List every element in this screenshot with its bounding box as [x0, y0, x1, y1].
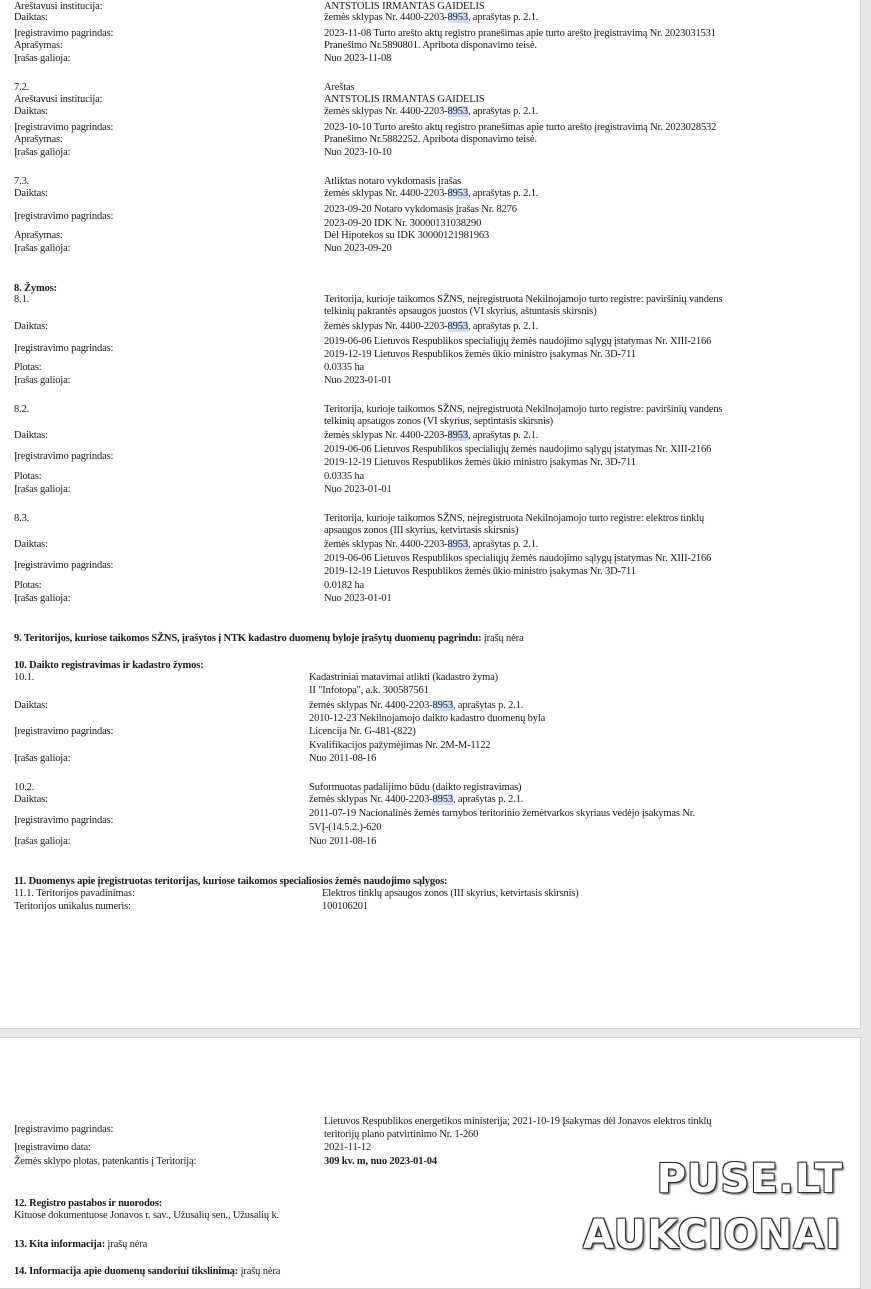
field-value: 0.0182 ha	[324, 580, 365, 591]
field-label	[14, 580, 42, 591]
field-value: 2019-12-19 Lietuvos Respublikos žemės ūkio ministro įsakymas Nr. 3D-711	[324, 566, 636, 577]
field-value: 2019-06-06 Lietuvos Respublikos specialiųjų žemės naudojimo sąlygų įstatymas Nr. XIII-2166	[324, 553, 712, 564]
field-value: apsaugos zonos (III skyrius, ketvirtasis skirsnis)	[324, 525, 519, 536]
label-text: Žemės sklypo plotas, patenkantis į Teritoriją:	[14, 1156, 197, 1167]
field-value: žemės sklypas Nr. 4400-2203-8953, aprašytas p. 2.1.	[324, 106, 539, 117]
label-text: Teritorijos unikalus numeris:	[14, 901, 131, 912]
field-value: Teritorija, kurioje taikomos SŽNS, neįregistruota Nekilnojamojo turto registre: paviršinių vandens	[324, 404, 723, 415]
label-text: Daiktas:	[14, 430, 48, 441]
field-label	[14, 404, 29, 415]
field-value: 2019-12-19 Lietuvos Respublikos žemės ūkio ministro įsakymas Nr. 3D-711	[324, 349, 636, 360]
label-text: 8. Žymos:	[14, 283, 57, 294]
field-label	[14, 901, 131, 912]
field-label	[14, 888, 135, 899]
field-value: Licencija Nr. G-481-(822)	[309, 726, 416, 737]
label-text: 8.3.	[14, 513, 30, 524]
field-label	[14, 106, 48, 117]
field-label	[14, 243, 70, 254]
field-value: Nuo 2023-11-08	[324, 53, 392, 64]
field-label	[14, 1210, 279, 1221]
label-text: Įregistravimo data:	[14, 1142, 91, 1153]
field-label	[14, 1142, 91, 1153]
label-text: 12. Registro pastabos ir nuorodos:	[14, 1198, 163, 1209]
field-label	[14, 53, 70, 64]
field-value: 2010-12-23 Nekilnojamojo daikto kadastro duomenų byla	[309, 713, 546, 724]
label-text: Aprašymas:	[14, 40, 63, 51]
field-value: ANTSTOLIS IRMANTAS GAIDELIS	[324, 94, 485, 105]
field-label	[14, 343, 113, 354]
field-label	[14, 513, 29, 524]
label-text: Įregistravimo pagrindas:	[14, 343, 114, 354]
field-label	[14, 593, 70, 604]
label-text: Įrašas galioja:	[14, 375, 71, 386]
field-label	[14, 1, 102, 12]
label-text: 10.2.	[14, 782, 35, 793]
field-label	[14, 484, 70, 495]
label-text: 7.2.	[14, 82, 30, 93]
field-label	[14, 1266, 280, 1277]
search-highlight: 8953	[447, 12, 468, 23]
label-text: 10. Daikto registravimas ir kadastro žymos:	[14, 660, 204, 671]
field-label	[14, 1124, 113, 1135]
label-text: Įrašas galioja:	[14, 753, 71, 764]
label-text: Daiktas:	[14, 700, 48, 711]
field-label	[14, 815, 113, 826]
field-value: Suformuotas padalijimo būdu (daikto registravimas)	[309, 782, 522, 793]
field-label	[14, 672, 34, 683]
field-label	[14, 836, 70, 847]
label-text: 10.1.	[14, 672, 35, 683]
field-label	[14, 294, 29, 305]
field-label	[14, 1156, 196, 1167]
field-value: Pranešimo Nr.5882252. Apribota disponavimo teisė.	[324, 134, 537, 145]
field-value: žemės sklypas Nr. 4400-2203-8953, aprašytas p. 2.1.	[324, 430, 539, 441]
label-text: Įrašas galioja:	[14, 147, 71, 158]
field-value: II "Infotopa", a.k. 300587561	[309, 685, 429, 696]
label-text: Aprašymas:	[14, 134, 63, 145]
label-text: 8.1.	[14, 294, 30, 305]
label-text: 9. Teritorijos, kuriose taikomos SŽNS, įrašytos į NTK kadastro duomenų byloje įrašytų duomenų pagrindu:	[14, 633, 482, 644]
search-highlight: 8953	[447, 321, 468, 332]
field-label	[14, 451, 113, 462]
label-text: Įrašas galioja:	[14, 836, 71, 847]
label-text: Įregistravimo pagrindas:	[14, 211, 114, 222]
field-label	[14, 134, 63, 145]
field-value: 2023-09-20 IDK Nr. 30000131038290	[324, 218, 482, 229]
label-tail: įrašų nėra	[105, 1239, 148, 1250]
field-value: telkinių pakrantės apsaugos juostos (VI skyrius, aštuntasis skirsnis)	[324, 306, 597, 317]
label-text: Kituose dokumentuose Jonavos r. sav., Užusalių sen., Užusalių k.	[14, 1210, 280, 1221]
field-value: 2019-06-06 Lietuvos Respublikos specialiųjų žemės naudojimo sąlygų įstatymas Nr. XIII-2166	[324, 336, 712, 347]
field-value: 2011-07-19 Nacionalinės žemės tarnybos teritorinio žemėtvarkos skyriaus vedėjo įsakymas Nr.	[309, 808, 696, 819]
field-value: žemės sklypas Nr. 4400-2203-8953, aprašytas p. 2.1.	[324, 12, 539, 23]
field-value: 0.0335 ha	[324, 362, 365, 373]
label-text: Plotas:	[14, 580, 42, 591]
field-label	[14, 122, 113, 133]
field-label	[14, 700, 48, 711]
field-label	[14, 782, 34, 793]
label-text: Daiktas:	[14, 106, 48, 117]
field-value: 2021-11-12	[324, 1142, 372, 1153]
field-label	[14, 176, 29, 187]
field-value: žemės sklypas Nr. 4400-2203-8953, aprašytas p. 2.1.	[324, 321, 539, 332]
field-label	[14, 471, 42, 482]
field-value: žemės sklypas Nr. 4400-2203-8953, aprašytas p. 2.1.	[309, 700, 524, 711]
field-value: Nuo 2023-01-01	[324, 375, 392, 386]
label-text: Įregistravimo pagrindas:	[14, 815, 114, 826]
field-label	[14, 633, 524, 644]
search-highlight: 8953	[432, 700, 453, 711]
search-highlight: 8953	[447, 430, 468, 441]
field-value: Kadastriniai matavimai atlikti (kadastro žyma)	[309, 672, 499, 683]
label-text: 11.1. Teritorijos pavadinimas:	[14, 888, 135, 899]
search-highlight: 8953	[447, 188, 468, 199]
field-value: Nuo 2023-09-20	[324, 243, 392, 254]
label-text: Įregistravimo pagrindas:	[14, 726, 114, 737]
label-text: Daiktas:	[14, 188, 48, 199]
field-label	[14, 28, 113, 39]
field-label	[14, 726, 113, 737]
field-value: Nuo 2023-10-10	[324, 147, 392, 158]
field-value: žemės sklypas Nr. 4400-2203-8953, aprašytas p. 2.1.	[324, 188, 539, 199]
field-value: Teritorija, kurioje taikomos SŽNS, neįregistruota Nekilnojamojo turto registre: elektros tinklų	[324, 513, 705, 524]
label-text: Įregistravimo pagrindas:	[14, 451, 114, 462]
field-label	[14, 1239, 147, 1250]
label-text: Daiktas:	[14, 12, 48, 23]
label-text: Aprašymas:	[14, 230, 63, 241]
field-label	[14, 539, 48, 550]
label-text: Įregistravimo pagrindas:	[14, 122, 114, 133]
field-value: Lietuvos Respublikos energetikos ministerija; 2021-10-19 Įsakymas dėl Jonavos elektros tinklų	[324, 1116, 712, 1127]
label-text: 8.2.	[14, 404, 30, 415]
field-label	[14, 230, 63, 241]
label-text: Plotas:	[14, 362, 42, 373]
field-label	[14, 211, 113, 222]
field-value: žemės sklypas Nr. 4400-2203-8953, aprašytas p. 2.1.	[309, 794, 524, 805]
field-value: Teritorija, kurioje taikomos SŽNS, neįregistruota Nekilnojamojo turto registre: paviršinių vandens	[324, 294, 723, 305]
field-value: Atliktas notaro vykdomasis įrašas	[324, 176, 462, 187]
field-label	[14, 147, 70, 158]
field-label	[14, 82, 29, 93]
label-text: Daiktas:	[14, 321, 48, 332]
field-label	[14, 560, 113, 571]
label-tail: įrašų nėra	[481, 633, 524, 644]
label-text: Įrašas galioja:	[14, 484, 71, 495]
field-value: 100106201	[322, 901, 368, 912]
field-label	[14, 375, 70, 386]
watermark-line-1: PUSE.LT	[656, 1156, 843, 1202]
field-label	[14, 1198, 162, 1209]
field-value: 309 kv. m, nuo 2023-01-04	[324, 1156, 437, 1167]
label-text: Plotas:	[14, 471, 42, 482]
field-label	[14, 794, 48, 805]
field-label	[14, 876, 447, 887]
field-value: 2023-09-20 Notaro vykdomasis įrašas Nr. 8276	[324, 204, 517, 215]
field-label	[14, 188, 48, 199]
field-value: Nuo 2011-08-16	[309, 836, 377, 847]
label-text: Areštavusi institucija:	[14, 1, 103, 12]
field-value: Pranešimo Nr.5890801. Apribota disponavimo teisė.	[324, 40, 537, 51]
field-value: 2019-06-06 Lietuvos Respublikos specialiųjų žemės naudojimo sąlygų įstatymas Nr. XIII-2166	[324, 444, 712, 455]
label-text: 7.3.	[14, 176, 30, 187]
label-text: Areštavusi institucija:	[14, 94, 103, 105]
field-label	[14, 660, 204, 671]
label-text: Įrašas galioja:	[14, 593, 71, 604]
field-value: ANTSTOLIS IRMANTAS GAIDELIS	[324, 1, 485, 12]
field-value: Kvalifikacijos pažymėjimas Nr. 2M-M-1122	[309, 740, 491, 751]
label-text: Įregistravimo pagrindas:	[14, 560, 114, 571]
field-value: Dėl Hipotekos su IDK 30000121981963	[324, 230, 490, 241]
label-text: Daiktas:	[14, 794, 48, 805]
label-text: Įregistravimo pagrindas:	[14, 28, 114, 39]
field-value: 0.0335 ha	[324, 471, 365, 482]
field-value: teritorijų plano patvirtinimo Nr. 1-260	[324, 1129, 479, 1140]
field-label	[14, 12, 48, 23]
label-text: 11. Duomenys apie įregistruotas teritorijas, kuriose taikomos specialiosios žemės naudojimo sąlygos:	[14, 876, 448, 887]
search-highlight: 8953	[447, 539, 468, 550]
field-label	[14, 283, 57, 294]
search-highlight: 8953	[447, 106, 468, 117]
field-value: 2023-10-10 Turto arešto aktų registro pranešimas apie turto arešto įregistravimą Nr. 2023028532	[324, 122, 717, 133]
field-value: 2023-11-08 Turto arešto aktų registro pranešimas apie turto arešto įregistravimą Nr. 2023031531	[324, 28, 716, 39]
label-text: Įrašas galioja:	[14, 53, 71, 64]
field-value: Nuo 2011-08-16	[309, 753, 377, 764]
field-value: žemės sklypas Nr. 4400-2203-8953, aprašytas p. 2.1.	[324, 539, 539, 550]
field-label	[14, 40, 63, 51]
label-text: Daiktas:	[14, 539, 48, 550]
label-text: 14. Informacija apie duomenų sandoriui tikslinimą:	[14, 1266, 239, 1277]
field-value: Elektros tinklų apsaugos zonos (III skyrius, ketvirtasis skirsnis)	[322, 888, 579, 899]
watermark-line-2: AUKCIONAI	[583, 1212, 841, 1258]
field-label	[14, 321, 48, 332]
field-label	[14, 362, 42, 373]
field-value: Nuo 2023-01-01	[324, 484, 392, 495]
field-value: Areštas	[324, 82, 355, 93]
search-highlight: 8953	[432, 794, 453, 805]
field-value: 2019-12-19 Lietuvos Respublikos žemės ūkio ministro įsakymas Nr. 3D-711	[324, 457, 636, 468]
field-value: Nuo 2023-01-01	[324, 593, 392, 604]
label-text: Įrašas galioja:	[14, 243, 71, 254]
label-text: 13. Kita informacija:	[14, 1239, 106, 1250]
field-label	[14, 753, 70, 764]
field-value: 5VĮ-(14.5.2.)-620	[309, 822, 382, 833]
field-label	[14, 430, 48, 441]
label-tail: įrašų nėra	[238, 1266, 281, 1277]
field-label	[14, 94, 102, 105]
field-value: telkinių apsaugos zonos (VI skyrius, septintasis skirsnis)	[324, 416, 553, 427]
label-text: Įregistravimo pagrindas:	[14, 1124, 114, 1135]
